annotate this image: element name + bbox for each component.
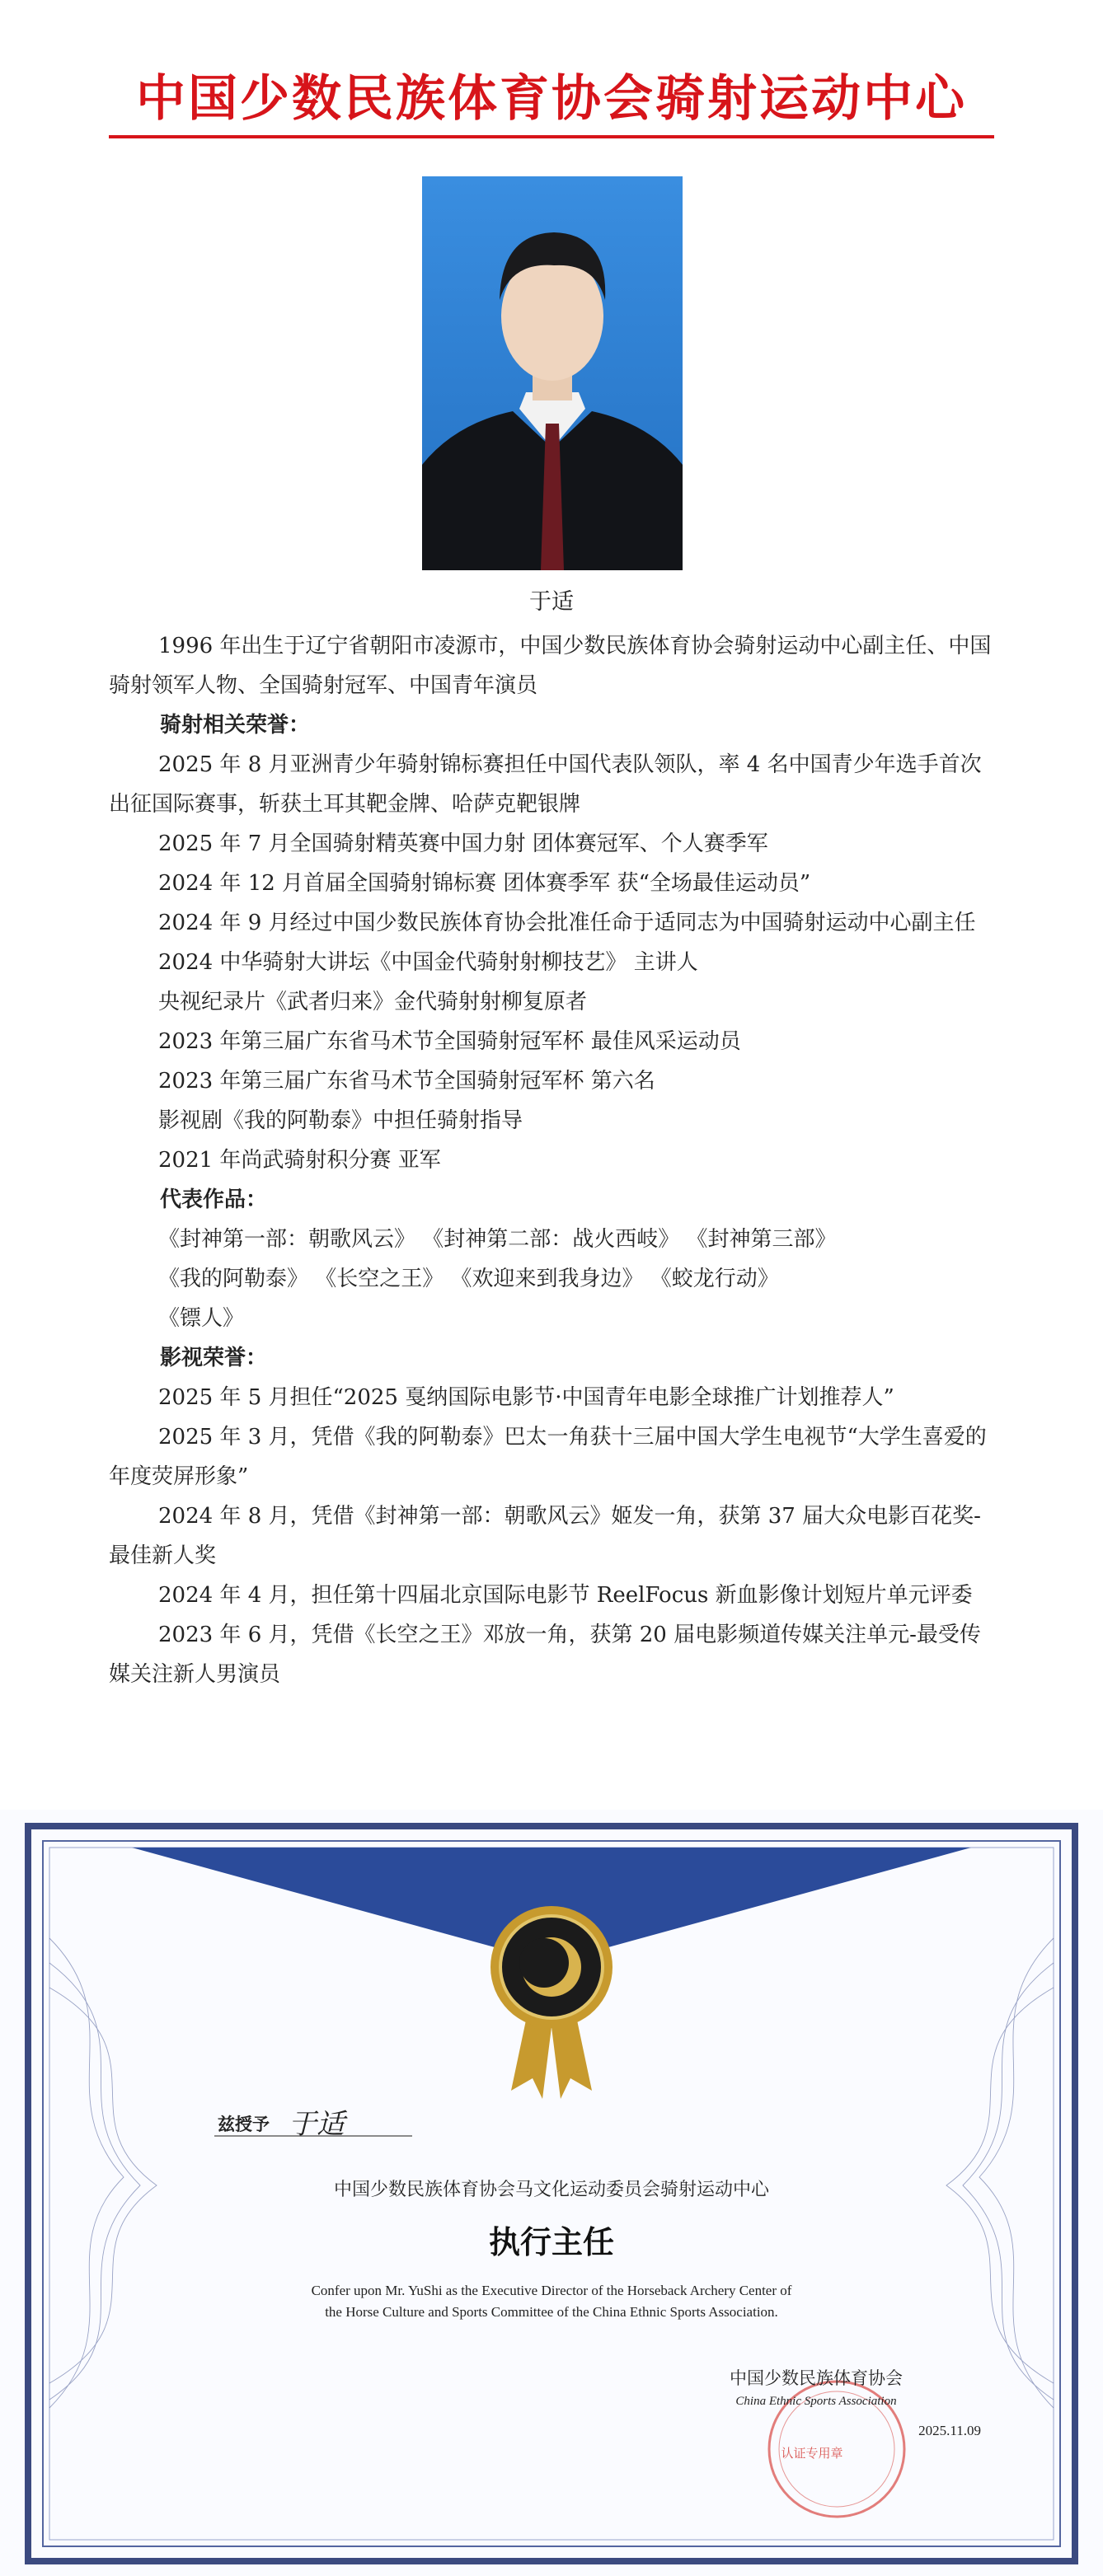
film-honors-heading: 影视荣誉： [160,1346,268,1370]
film-honor-item: 2024 年 8 月，凭借《封神第一部：朝歌风云》姬发一角，获第 37 届大众电影百花奖-最佳新人奖 [109,1504,981,1568]
committee-name: 中国少数民族体育协会马文化运动委员会骑射运动中心 [333,2180,769,2200]
recipient-signature: 于适 [289,2108,345,2141]
english-statement-line: Confer upon Mr. YuShi as the Executive Director of the Horseback Archery Center of [311,2283,792,2298]
works-line: 《我的阿勒泰》 《长空之王》 《欢迎来到我身边》 《蛟龙行动》 [158,1267,779,1291]
honor-item: 2024 年 9 月经过中国少数民族体育协会批准任命于适同志为中国骑射运动中心副主任 [158,911,976,935]
honor-item: 影视剧《我的阿勒泰》中担任骑射指导 [158,1108,523,1133]
honor-item: 2025 年 8 月亚洲青少年骑射锦标赛担任中国代表队领队，率 4 名中国青少年选手首次出征国际赛事，斩获土耳其靶金牌、哈萨克靶银牌 [109,752,982,817]
honor-item: 2023 年第三届广东省马术节全国骑射冠军杯 第六名 [158,1069,655,1094]
issuer-english: China Ethnic Sports Association [735,2395,897,2408]
bio-intro: 1996 年出生于辽宁省朝阳市凌源市，中国少数民族体育协会骑射运动中心副主任、中国骑射领军人物、全国骑射冠军、中国青年演员 [109,634,992,698]
film-honor-item: 2024 年 4 月，担任第十四届北京国际电影节 ReelFocus 新血影像计划短片单元评委 [158,1583,973,1608]
film-honor-item: 2025 年 3 月，凭借《我的阿勒泰》巴太一角获十三届中国大学生电视节“大学生喜爱的年度荧屏形象” [109,1425,987,1489]
honor-item: 央视纪录片《武者归来》金代骑射射柳复原者 [158,990,588,1014]
appointment-certificate [0,1810,1103,2576]
works-heading: 代表作品： [160,1187,268,1212]
issue-date: 2025.11.09 [918,2423,981,2438]
portrait-illustration [422,176,683,570]
film-honor-item: 2023 年 6 月，凭借《长空之王》邓放一角，获第 20 届电影频道传媒关注单元-最受传媒关注新人男演员 [109,1623,981,1687]
honor-item: 2021 年尚武骑射积分赛 亚军 [158,1148,441,1173]
works-line: 《封神第一部：朝歌风云》 《封神第二部：战火西岐》 《封神第三部》 [158,1227,837,1252]
honor-item: 2025 年 7 月全国骑射精英赛中国力射 团体赛冠军、个人赛季军 [158,831,768,856]
biography [109,626,996,1694]
issuer-chinese: 中国少数民族体育协会 [730,2368,903,2388]
honors-heading: 骑射相关荣誉： [160,713,311,738]
film-honor-item: 2025 年 5 月担任“2025 戛纳国际电影节·中国青年电影全球推广计划推荐人” [158,1385,894,1410]
honor-item: 2024 中华骑射大讲坛《中国金代骑射射柳技艺》 主讲人 [158,950,698,975]
seal-text: 认证专用章 [781,2446,843,2461]
person-name: 于适 [529,589,574,615]
position-title: 执行主任 [488,2224,614,2260]
page-title: 中国少数民族体育协会骑射运动中心 [136,70,967,128]
honor-item: 2023 年第三届广东省马术节全国骑射冠军杯 最佳风采运动员 [158,1029,741,1054]
confer-label: 兹授予 [218,2115,270,2134]
english-statement-line: the Horse Culture and Sports Committee of the China Ethnic Sports Association. [325,2304,778,2320]
honor-item: 2024 年 12 月首届全国骑射锦标赛 团体赛季军 获“全场最佳运动员” [158,871,811,896]
title-divider [109,135,994,138]
works-line: 《镖人》 [158,1306,245,1331]
portrait-photo [422,176,683,570]
